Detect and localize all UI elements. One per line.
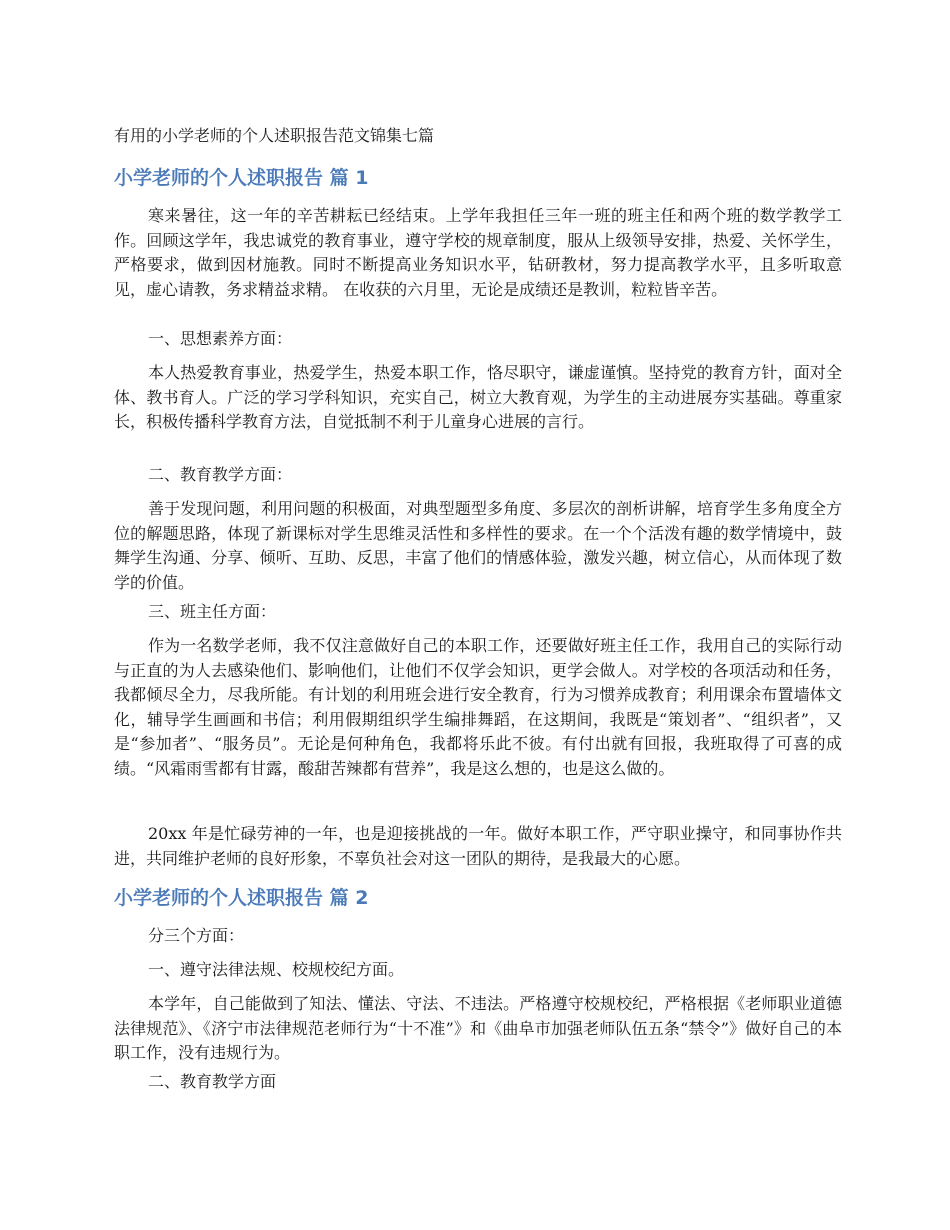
paragraph: 善于发现问题，利用问题的积极面，对典型题型多角度、多层次的剖析讲解，培育学生多角度全方位的解题思路，体现了新课标对学生思维灵活性和多样性的要求。在一个个活泼有趣的数学情境中，鼓舞学生沟通、分享、倾听、互助、反思，丰富了他们的情感体验，激发兴趣，树立信心，从而体现了数学的价值。 [114,499,842,592]
paragraph: 寒来暑往，这一年的辛苦耕耘已经结束。上学年我担任三年一班的班主任和两个班的数学教学工作。回顾这学年，我忠诚党的教育事业，遵守学校的规章制度，服从上级领导安排，热爱、关怀学生，严格要求，做到因材施教。同时不断提高业务知识水平，钻研教材，努力提高教学水平，且多听取意见，虚心请教，务求精益求精。 在收获的六月里，无论是成绩还是教训，粒粒皆辛苦。 [114,206,842,299]
paragraph: 分三个方面： [148,926,245,945]
paragraph: 作为一名数学老师，我不仅注意做好自己的本职工作，还要做好班主任工作，我用自己的实际行动与正直的为人去感染他们、影响他们，让他们不仅学会知识，更学会做人。对学校的各项活动和任务，我都倾尽全力，尽我所能。有计划的利用班会进行安全教育，行为习惯养成教育；利用课余布置墙体文化，辅导学生画画和书信；利用假期组织学生编排舞蹈，在这期间，我既是“策划者”、“组织者”，又是“参加者”、“服务员”。无论是何种角色，我都将乐此不彼。有付出就有回报，我班取得了可喜的成绩。“风霜雨雪都有甘露，酸甜苦辣都有营养”，我是这么想的，也是这么做的。 [114,636,842,778]
paragraph: 本人热爱教育事业，热爱学生，热爱本职工作，恪尽职守，谦虚谨慎。坚持党的教育方针，面对全体、教书育人。广泛的学习学科知识，充实自己，树立大教育观，为学生的主动进展夯实基础。尊重家长，积极传播科学教育方法，自觉抵制不利于儿童身心进展的言行。 [114,363,842,432]
section-heading-2: 小学老师的个人述职报告 篇 2 [114,887,369,909]
paragraph: 20xx 年是忙碌劳神的一年，也是迎接挑战的一年。做好本职工作，严守职业操守，和同事协作共进，共同维护老师的良好形象，不辜负社会对这一团队的期待，是我最大的心愿。 [114,824,842,868]
paragraph: 三、班主任方面： [148,602,277,621]
document-title: 有用的小学老师的个人述职报告范文锦集七篇 [114,126,435,145]
paragraph: 二、教育教学方面 [148,1072,277,1091]
section-heading-1: 小学老师的个人述职报告 篇 1 [114,167,369,189]
paragraph: 二、教育教学方面： [148,465,293,484]
paragraph: 一、遵守法律法规、校规校纪方面。 [148,960,405,979]
paragraph: 本学年，自己能做到了知法、懂法、守法、不违法。严格遵守校规校纪，严格根据《老师职业道德法律规范》、《济宁市法律规范老师行为“十不准”》和《曲阜市加强老师队伍五条“禁令”》做好自己的本职工作，没有违规行为。 [114,994,842,1063]
paragraph: 一、思想素养方面： [148,329,293,348]
